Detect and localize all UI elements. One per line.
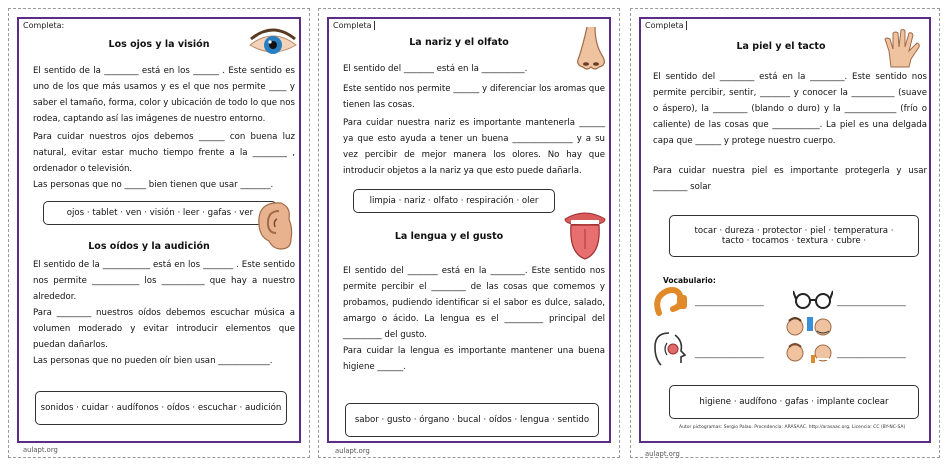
paragraph-ears-3: Las personas que no pueden oír bien usan ____________. bbox=[33, 356, 273, 366]
paragraph-nose-3: Para cuidar nuestra nariz es importante mantenerla ______ ya que esto ayuda a tener un buena ______________ y a su vez percibir de mejor manera los olores. No hay que introducir objetos a la nariz ya que esto puede dañarla. bbox=[343, 118, 605, 176]
cochlear-implant-icon bbox=[649, 329, 689, 367]
footer-brand: aulapt.org bbox=[23, 446, 58, 454]
paragraph-eyes-1: El sentido de la ________ está en los ______ . Este sentido es uno de los que más usamos y es el que nos permite ____ y saber el tamaño, forma, color y ubicación de todo lo que nos rodea, captando así las imágenes de nuestro entorno. bbox=[33, 66, 295, 124]
footer-brand: aulapt.org bbox=[645, 450, 680, 458]
pictogram-credit: Autor pictogramas: Sergio Palao. Procedencia: ARASAAC. http://arasaac.org. Licencia: CC (BY-NC-SA) bbox=[679, 425, 906, 430]
completa-label: Completa: bbox=[23, 21, 65, 30]
word-bank-nose: limpia · nariz · olfato · respiración · oler bbox=[353, 189, 555, 213]
glasses-icon bbox=[793, 287, 833, 311]
paragraph-eyes-2: Para cuidar nuestros ojos debemos ______ con buena luz natural, evitar estar mucho tiempo frente a la ________ , ordenador o televisión. bbox=[33, 132, 295, 174]
worksheet-card-1 bbox=[17, 17, 301, 443]
worksheet-sheet-2 bbox=[318, 8, 620, 458]
word-bank-skin bbox=[669, 215, 919, 257]
ear-illustration bbox=[251, 199, 295, 253]
section-title-nose: La nariz y el olfato bbox=[409, 37, 509, 48]
worksheet-sheet-1 bbox=[8, 8, 310, 458]
paragraph-nose-2: Este sentido nos permite ______ y diferenciar los aromas que tienen las cosas. bbox=[343, 84, 605, 110]
paragraph-ears-1: El sentido de la ___________ está en los _______ . Este sentido nos permite ___________ los __________ que hay a nuestro alrededor. bbox=[33, 260, 295, 302]
worksheet-card-2 bbox=[327, 17, 611, 443]
hygiene-icon bbox=[781, 315, 835, 365]
eye-illustration bbox=[247, 25, 299, 59]
word-bank-eyes: ojos · tablet · ven · visión · leer · gafas · ver bbox=[43, 201, 277, 225]
vocab-blank-hygiene: ________________ bbox=[837, 349, 906, 359]
word-bank-skin-line-2: tacto · tocamos · textura · cubre · bbox=[721, 236, 867, 246]
paragraph-tongue-1: El sentido del _______ está en la ________. Este sentido nos permite percibir el ________ de las cosas que comemos y probamos, pudiendo identificar si el sabor es dulce, salado, amargo o ácido. La lengua es el _________ principal del _________ del gusto. bbox=[343, 266, 605, 340]
section-title-eyes: Los ojos y la visión bbox=[108, 39, 210, 50]
hearing-aid-icon bbox=[651, 287, 691, 319]
paragraph-tongue-2: Para cuidar la lengua es importante mantener una buena higiene ______. bbox=[343, 346, 605, 372]
worksheet-sheet-3 bbox=[630, 8, 940, 458]
paragraph-skin-1: El sentido del ________ está en la ________. Este sentido nos permite percibir, sentir, _______ y conocer la __________ (suave o áspero), la ________ (blando o duro) y la ____________ (frío o caliente) de las cosas que ___________. La piel es una delgada capa que ______ y protege nuestro cuerpo. bbox=[653, 72, 927, 146]
paragraph-nose-1: El sentido del _______ está en la __________. bbox=[343, 64, 528, 74]
worksheet-card-3 bbox=[639, 17, 931, 443]
paragraph-eyes-3: Las personas que no _____ bien tienen que usar _______. bbox=[33, 180, 274, 190]
word-bank-ears: sonidos · cuidar · audífonos · oídos · escuchar · audición bbox=[35, 391, 287, 425]
vocabulary-label: Vocabulario: bbox=[663, 276, 716, 285]
word-bank-tongue: sabor · gusto · órgano · bucal · oídos · lengua · sentido bbox=[345, 403, 599, 437]
section-title-ears: Los oídos y la audición bbox=[88, 241, 210, 252]
vocab-blank-hearing-aid: ________________ bbox=[695, 297, 764, 307]
hand-illustration bbox=[881, 27, 925, 71]
section-title-tongue: La lengua y el gusto bbox=[394, 231, 504, 242]
word-bank-vocabulary: higiene · audífono · gafas · implante coclear bbox=[669, 385, 919, 419]
paragraph-skin-2: Para cuidar nuestra piel es importante protegerla y usar ________ solar bbox=[653, 166, 927, 192]
completa-label: Completa bbox=[645, 21, 687, 30]
paragraph-ears-2: Para ________ nuestros oídos debemos escuchar música a volumen moderado y evitar introducir elementos que puedan dañarlos. bbox=[33, 308, 295, 350]
footer-brand: aulapt.org bbox=[335, 447, 370, 455]
completa-label: Completa bbox=[333, 21, 375, 30]
section-title-skin: La piel y el tacto bbox=[736, 41, 826, 52]
word-bank-skin-line-1: tocar · dureza · protector · piel · temperatura · bbox=[694, 226, 894, 236]
vocab-blank-glasses: ________________ bbox=[837, 297, 906, 307]
vocab-blank-cochlear-implant: ________________ bbox=[695, 349, 764, 359]
tongue-illustration bbox=[561, 209, 609, 261]
